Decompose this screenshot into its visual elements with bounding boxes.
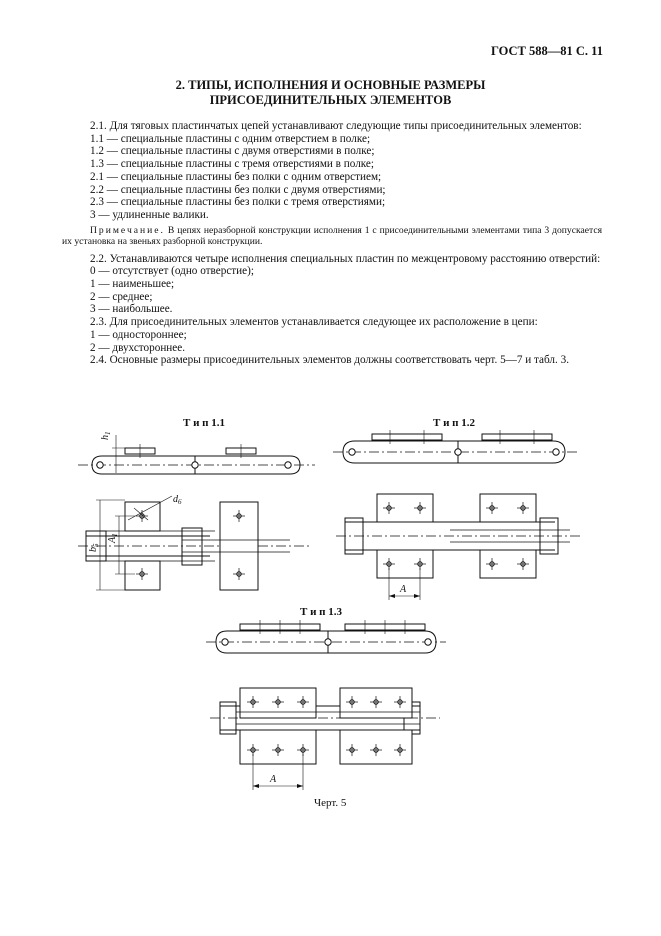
type-item: 1.2 — специальные пластины с двумя отверстиями в полке;: [90, 145, 375, 158]
note-label: Примечание.: [90, 224, 165, 236]
location-item: 1 — одностороннее;: [90, 328, 187, 341]
note-text: В цепях неразборной конструкции исполнения 1 с присоединительными элементами типа 3 допускается их установка на звеньях разборной конструкции.: [62, 224, 602, 247]
version-item: 1 — наименьшее;: [90, 278, 175, 291]
dim-d6: $d_6$: [173, 494, 182, 506]
section-title-line-1: 2. ТИПЫ, ИСПОЛНЕНИЯ И ОСНОВНЫЕ РАЗМЕРЫ: [175, 78, 486, 92]
type-1-2-side-view: [333, 430, 580, 463]
paragraph-2-4: 2.4. Основные размеры присоединительных элементов должны соответствовать черт. 5—7 и табл. 3.: [90, 354, 570, 367]
page-header: ГОСТ 588—81 С. 11: [491, 44, 603, 58]
section-title-line-2: ПРИСОЕДИНИТЕЛЬНЫХ ЭЛЕМЕНТОВ: [209, 93, 452, 107]
type-item: 2.2 — специальные пластины без полки с двумя отверстиями;: [90, 183, 386, 196]
version-item: 2 — среднее;: [90, 290, 153, 303]
dim-b5: $b_5$: [88, 543, 100, 552]
type-1-3-side-view: [206, 620, 446, 653]
version-item: 3 — наибольшее.: [90, 303, 173, 316]
type-item: 2.3 — специальные пластины без полки с тремя отверстиями;: [90, 196, 386, 209]
version-item: 0 — отсутствует (одно отверстие);: [90, 265, 254, 278]
type-1-1-top-view: [78, 494, 310, 590]
paragraph-2-3: 2.3. Для присоединительных элементов устанавливается следующее их расположение в цепи:: [90, 316, 538, 329]
type-1-1-side-view: [78, 432, 315, 475]
paragraph-2-1: 2.1. Для тяговых пластинчатых цепей устанавливают следующие типы присоединительных элементов:: [90, 120, 582, 132]
type-1-2-top-view: [336, 494, 580, 600]
type-1-2-label: Т и п 1.2: [433, 417, 476, 429]
type-item: 1.1 — специальные пластины с одним отверстием в полке;: [90, 132, 371, 145]
figure-caption: Черт. 5: [314, 797, 347, 809]
dim-h1: $h_1$: [100, 431, 112, 440]
type-1-3-label: Т и п 1.3: [300, 606, 343, 618]
type-1-3-top-view: [210, 688, 440, 790]
location-item: 2 — двухстороннее.: [90, 341, 186, 354]
paragraph-2-2: 2.2. Устанавливаются четыре исполнения специальных пластин по межцентровому расстоянию отверстий:: [90, 252, 601, 265]
type-item: 2.1 — специальные пластины без полки с одним отверстием;: [90, 170, 382, 183]
type-1-1-label: Т и п 1.1: [183, 417, 226, 429]
dim-a1: $A_1$: [107, 533, 119, 543]
type-item: 3 — удлиненные валики.: [90, 208, 209, 221]
dim-a-type-1-3: A: [270, 774, 277, 785]
dim-a-type-1-2: A: [400, 584, 407, 595]
type-item: 1.3 — специальные пластины с тремя отверстиями в полке;: [90, 158, 375, 171]
